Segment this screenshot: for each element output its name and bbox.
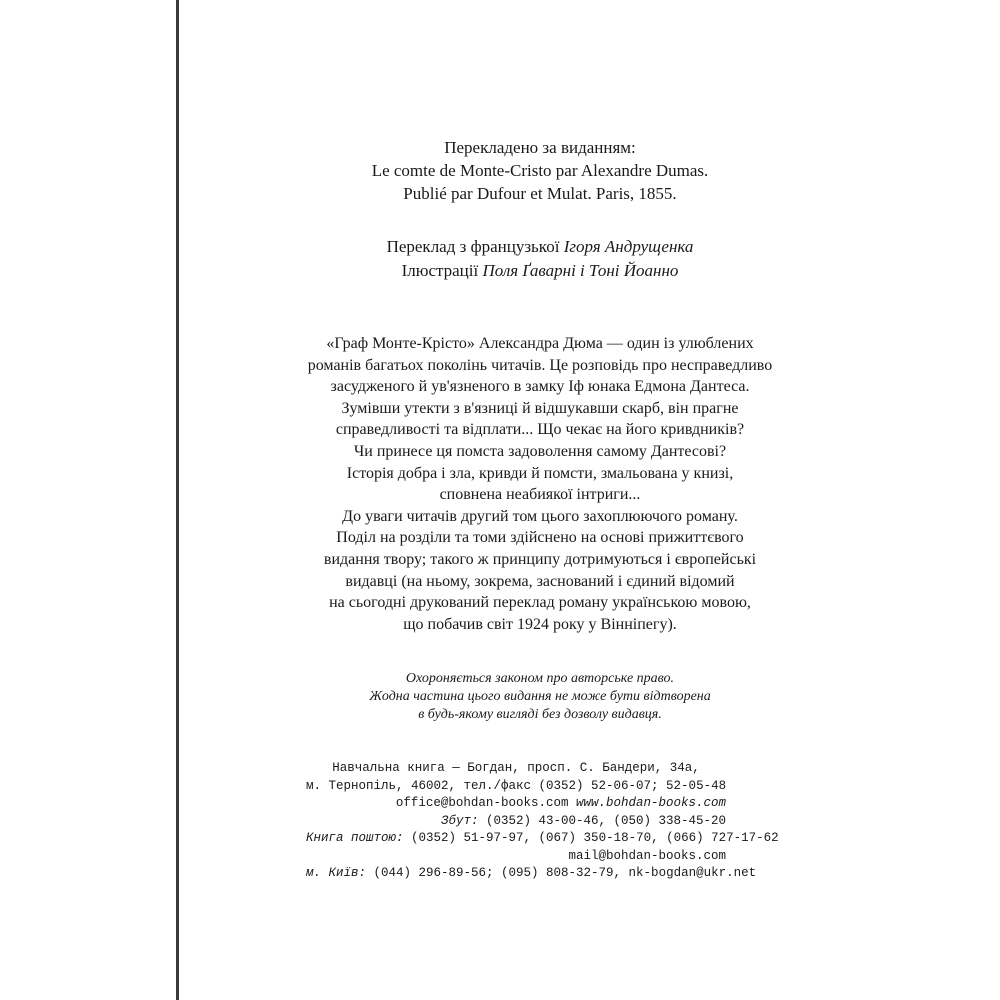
source-line: Publié par Dufour et Mulat. Paris, 1855. [403,184,677,203]
page-spine-line [176,0,179,1000]
publisher-address-line: м. Тернопіль, 46002, тел./факс (0352) 52-06-07; 52-05-48 [306,778,727,793]
annotation-line: справедливості та відплати... Що чекає на його кривдників? [335,421,745,439]
copyright-line: в будь-якому вигляді без дозволу видавця. [418,707,662,722]
annotation-line: Поділ на розділи та томи здійснено на основі прижиттєвого [336,529,744,547]
publisher-email[interactable]: office@bohdan-books.com [395,796,569,810]
source-line: Перекладено за виданням: [444,138,636,157]
translation-credit [260,235,820,259]
publisher-contacts-line [306,795,726,813]
annotation-line: романів багатьох поколінь читачів. Це розповідь про несправедливо [307,356,773,374]
copyright-line: Жодна частина цього видання не може бути відтворена [369,689,711,704]
translator-name: Ігоря Андрущенка [563,237,694,256]
publisher-name-line: Навчальна книга — Богдан, просп. С. Бандери, 34а, [332,761,700,775]
mail-order-phones: (0352) 51-97-97, (067) 350-18-70, (066) 727-17-62 [403,831,779,845]
annotation-line: До уваги читачів другий том цього захоплюючого роману. [342,507,738,525]
mail-order-line [306,830,779,848]
annotation-line: Чи принесе ця помста задоволення самому Дантесові? [353,442,727,460]
annotation-line: на сьогодні друкований переклад роману українською мовою, [329,594,751,612]
annotation-line: сповнена неабиякої інтриги... [439,486,641,504]
annotation-line: Історія добра і зла, кривди й помсти, змальована у книзі, [346,464,734,482]
source-edition-block [260,136,820,205]
annotation-line: Зумівши утекти з в'язниці й відшукавши скарб, він прагне [341,399,739,417]
kyiv-label: м. Київ: [306,866,367,880]
kyiv-contacts: (044) 296-89-56; (095) 808-32-79, nk-bogdan@ukr.net [366,866,757,880]
sales-phones: (0352) 43-00-46, (050) 338-45-20 [478,813,726,828]
sales-label: Збут: [440,813,479,828]
mail-email-line[interactable]: mail@bohdan-books.com [568,848,726,863]
illustrators-name: Поля Ґаварні і Тоні Йоанно [482,261,679,280]
annotation-block [260,333,820,635]
annotation-line: «Граф Монте-Крісто» Александра Дюма — один із улюблених [326,335,754,352]
copyright-line: Охороняється законом про авторське право. [405,671,675,686]
sales-line [306,813,726,831]
credits-block [260,235,820,283]
illustration-credit [260,259,820,283]
annotation-line: засудженого й ув'язненого в замку Іф юнака Едмона Дантеса. [330,378,750,396]
annotation-line: видання твору; такого ж принципу дотримуються і європейські [323,550,757,568]
source-line: Le comte de Monte-Cristo par Alexandre Dumas. [371,161,709,180]
kyiv-line [306,865,757,883]
annotation-line: що побачив світ 1924 року у Вінніпегу). [403,615,677,633]
copyright-notice [260,670,820,724]
mail-order-label: Книга поштою: [306,831,404,845]
translation-prefix: Переклад з французької [386,237,564,256]
annotation-line: видавці (на ньому, зокрема, заснований і єдиний відомий [345,572,735,590]
illustrations-prefix: Ілюстрації [401,261,483,280]
publisher-info [306,760,779,883]
publisher-website[interactable]: www.bohdan-books.com [575,796,726,810]
